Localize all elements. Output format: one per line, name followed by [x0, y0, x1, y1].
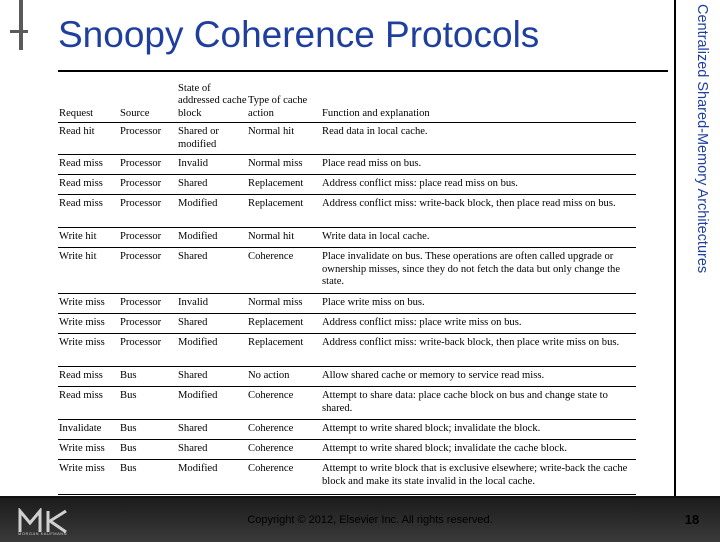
cell-source: Processor [120, 126, 162, 137]
table-row [58, 459, 636, 494]
header-type: Type of cache action [248, 95, 308, 119]
side-divider [674, 0, 676, 496]
cell-request: Write miss [59, 443, 105, 454]
cell-source: Processor [120, 231, 162, 242]
cell-state: Shared [178, 370, 208, 381]
cell-source: Bus [120, 443, 137, 454]
header-function: Function and explanation [322, 107, 430, 119]
cell-source: Processor [120, 337, 162, 348]
cell-type: Normal hit [248, 231, 295, 242]
cell-type: Coherence [248, 423, 294, 434]
cell-type: Normal miss [248, 297, 303, 308]
cell-function: Address conflict miss: write-back block, then place write miss on bus. [322, 337, 620, 348]
table-row [58, 247, 636, 293]
cell-state: Shared [178, 443, 208, 454]
header-request: Request [59, 107, 94, 119]
cell-source: Processor [120, 317, 162, 328]
cell-type: Coherence [248, 251, 294, 262]
cell-state: Modified [178, 390, 218, 401]
cell-type: Replacement [248, 198, 304, 209]
cell-state: Modified [178, 463, 218, 474]
cell-source: Processor [120, 198, 162, 209]
table-row [58, 227, 636, 247]
cell-state: Shared [178, 317, 208, 328]
cell-request: Write hit [59, 251, 97, 262]
cell-source: Bus [120, 370, 137, 381]
cell-type: Replacement [248, 337, 304, 348]
cell-request: Write miss [59, 297, 105, 308]
cell-request: Write miss [59, 463, 105, 474]
cell-state: Modified [178, 337, 218, 348]
cell-type: No action [248, 370, 290, 381]
table-row [58, 439, 636, 459]
cell-state: Shared [178, 251, 208, 262]
cell-request: Read miss [59, 178, 103, 189]
cell-request: Write miss [59, 337, 105, 348]
cell-function: Attempt to write block that is exclusive elsewhere; write-back the cache block and make its state invalid in the local cache. [322, 463, 628, 487]
header-state: State of addressed cache block [178, 82, 247, 119]
cell-type: Coherence [248, 390, 294, 401]
header-source: Source [120, 107, 150, 119]
cell-type: Replacement [248, 317, 304, 328]
cell-type: Replacement [248, 178, 304, 189]
cell-function: Place write miss on bus. [322, 297, 425, 308]
cell-type: Coherence [248, 443, 294, 454]
cell-source: Processor [120, 158, 162, 169]
cell-state: Invalid [178, 158, 209, 169]
table-header [58, 80, 636, 122]
cell-state: Shared [178, 178, 208, 189]
cell-function: Write data in local cache. [322, 231, 430, 242]
cell-request: Read miss [59, 198, 103, 209]
cell-source: Processor [120, 251, 162, 262]
cell-state: Shared [178, 423, 208, 434]
page-number: 18 [684, 512, 700, 527]
cell-state: Modified [178, 198, 218, 209]
decorative-vertical-bar [19, 0, 23, 50]
cell-function: Read data in local cache. [322, 126, 428, 137]
table-body [58, 122, 636, 494]
cell-request: Read miss [59, 390, 103, 401]
cell-function: Attempt to write shared block; invalidate the cache block. [322, 443, 568, 454]
side-title-text: Centralized Shared-Memory Architectures [694, 4, 710, 274]
side-title [684, 4, 716, 344]
cell-function: Place read miss on bus. [322, 158, 422, 169]
cell-request: Write miss [59, 317, 105, 328]
cell-state: Invalid [178, 297, 209, 308]
table-row [58, 366, 636, 386]
logo-subtext: MORGAN KAUFMANN [18, 531, 68, 536]
cell-function: Attempt to share data: place cache block on bus and change state to shared. [322, 390, 608, 414]
cell-type: Coherence [248, 463, 294, 474]
cell-function: Address conflict miss: place read miss on bus. [322, 178, 518, 189]
cell-request: Read miss [59, 158, 103, 169]
table-row [58, 122, 636, 154]
table-row [58, 386, 636, 419]
cell-state: Modified [178, 231, 218, 242]
cell-source: Bus [120, 463, 137, 474]
table-row [58, 154, 636, 174]
coherence-table [58, 80, 636, 495]
title-divider [58, 70, 668, 72]
decorative-horizontal-bar [10, 30, 28, 33]
cell-function: Address conflict miss: place write miss on bus. [322, 317, 522, 328]
cell-source: Bus [120, 390, 137, 401]
cell-source: Processor [120, 178, 162, 189]
table-row [58, 333, 636, 366]
slide-title: Snoopy Coherence Protocols [58, 14, 540, 55]
table-row [58, 194, 636, 227]
cell-function: Attempt to write shared block; invalidate the block. [322, 423, 541, 434]
table-row [58, 419, 636, 439]
cell-function: Address conflict miss: write-back block, then place read miss on bus. [322, 198, 616, 209]
copyright-text: Copyright © 2012, Elsevier Inc. All rights reserved. [247, 514, 493, 526]
cell-type: Normal hit [248, 126, 295, 137]
cell-request: Write hit [59, 231, 97, 242]
table-bottom-rule [58, 494, 636, 495]
cell-type: Normal miss [248, 158, 303, 169]
cell-function: Place invalidate on bus. These operations are often called upgrade or ownership misses, since they do not fetch the data but only change the state. [322, 251, 621, 287]
cell-function: Allow shared cache or memory to service read miss. [322, 370, 545, 381]
table-row [58, 174, 636, 194]
table-row [58, 293, 636, 313]
cell-request: Read hit [59, 126, 95, 137]
cell-request: Read miss [59, 370, 103, 381]
cell-state: Shared or modified [178, 126, 219, 150]
table-row [58, 313, 636, 333]
cell-source: Bus [120, 423, 137, 434]
cell-request: Invalidate [59, 423, 102, 434]
cell-source: Processor [120, 297, 162, 308]
